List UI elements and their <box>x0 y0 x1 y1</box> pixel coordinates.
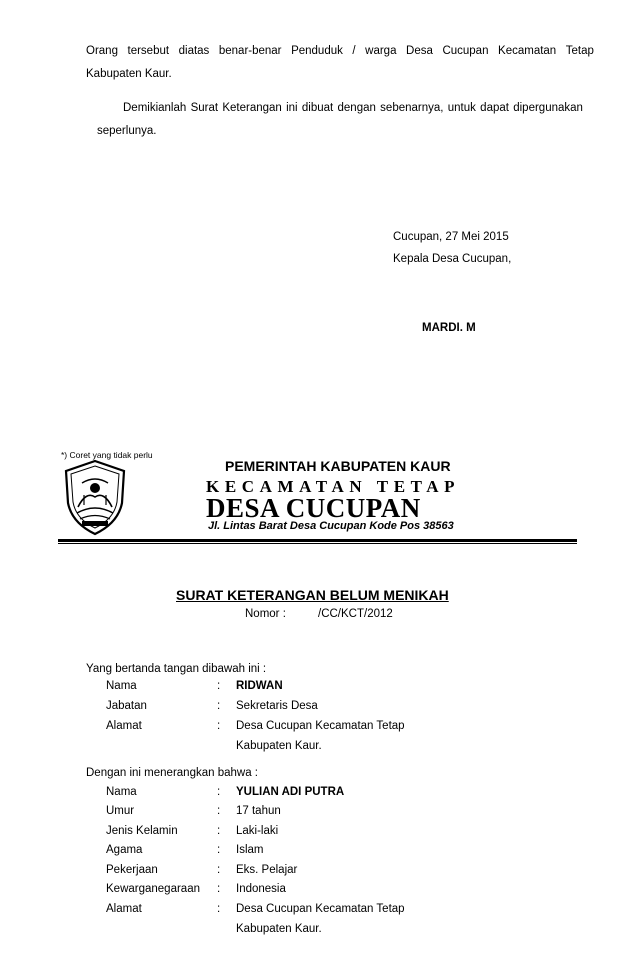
place-date: Cucupan, 27 Mei 2015 <box>393 231 509 243</box>
paragraph-1-line-2: Kabupaten Kaur. <box>86 68 172 80</box>
letterhead-rule <box>58 539 577 542</box>
letterhead-village: DESA CUCUPAN <box>206 493 421 523</box>
letterhead-government: PEMERINTAH KABUPATEN KAUR <box>225 458 451 474</box>
letter-title: SURAT KETERANGAN BELUM MENIKAH <box>176 587 449 603</box>
letterhead-district: KECAMATAN TETAP <box>206 477 461 496</box>
paragraph-2-line-2: seperlunya. <box>97 125 157 137</box>
regency-emblem-icon <box>60 457 130 537</box>
footnote: *) Coret yang tidak perlu <box>61 450 153 460</box>
intro-subject: Dengan ini menerangkan bahwa : <box>86 767 258 779</box>
letterhead-address: Jl. Lintas Barat Desa Cucupan Kode Pos 38563 <box>208 520 454 532</box>
paragraph-1-line-1: Orang tersebut diatas benar-benar Penduduk / warga Desa Cucupan Kecamatan Tetap <box>86 45 594 57</box>
letterhead-rule-thin <box>58 543 577 544</box>
letter-number-label: Nomor : <box>245 608 286 620</box>
paragraph-2-line-1: Demikianlah Surat Keterangan ini dibuat dengan sebenarnya, untuk dapat dipergunakan <box>123 102 583 114</box>
intro-signer: Yang bertanda tangan dibawah ini : <box>86 663 267 675</box>
signer-name: MARDI. M <box>422 322 476 334</box>
signer-title: Kepala Desa Cucupan, <box>393 253 512 265</box>
letter-number-value: /CC/KCT/2012 <box>318 608 393 620</box>
